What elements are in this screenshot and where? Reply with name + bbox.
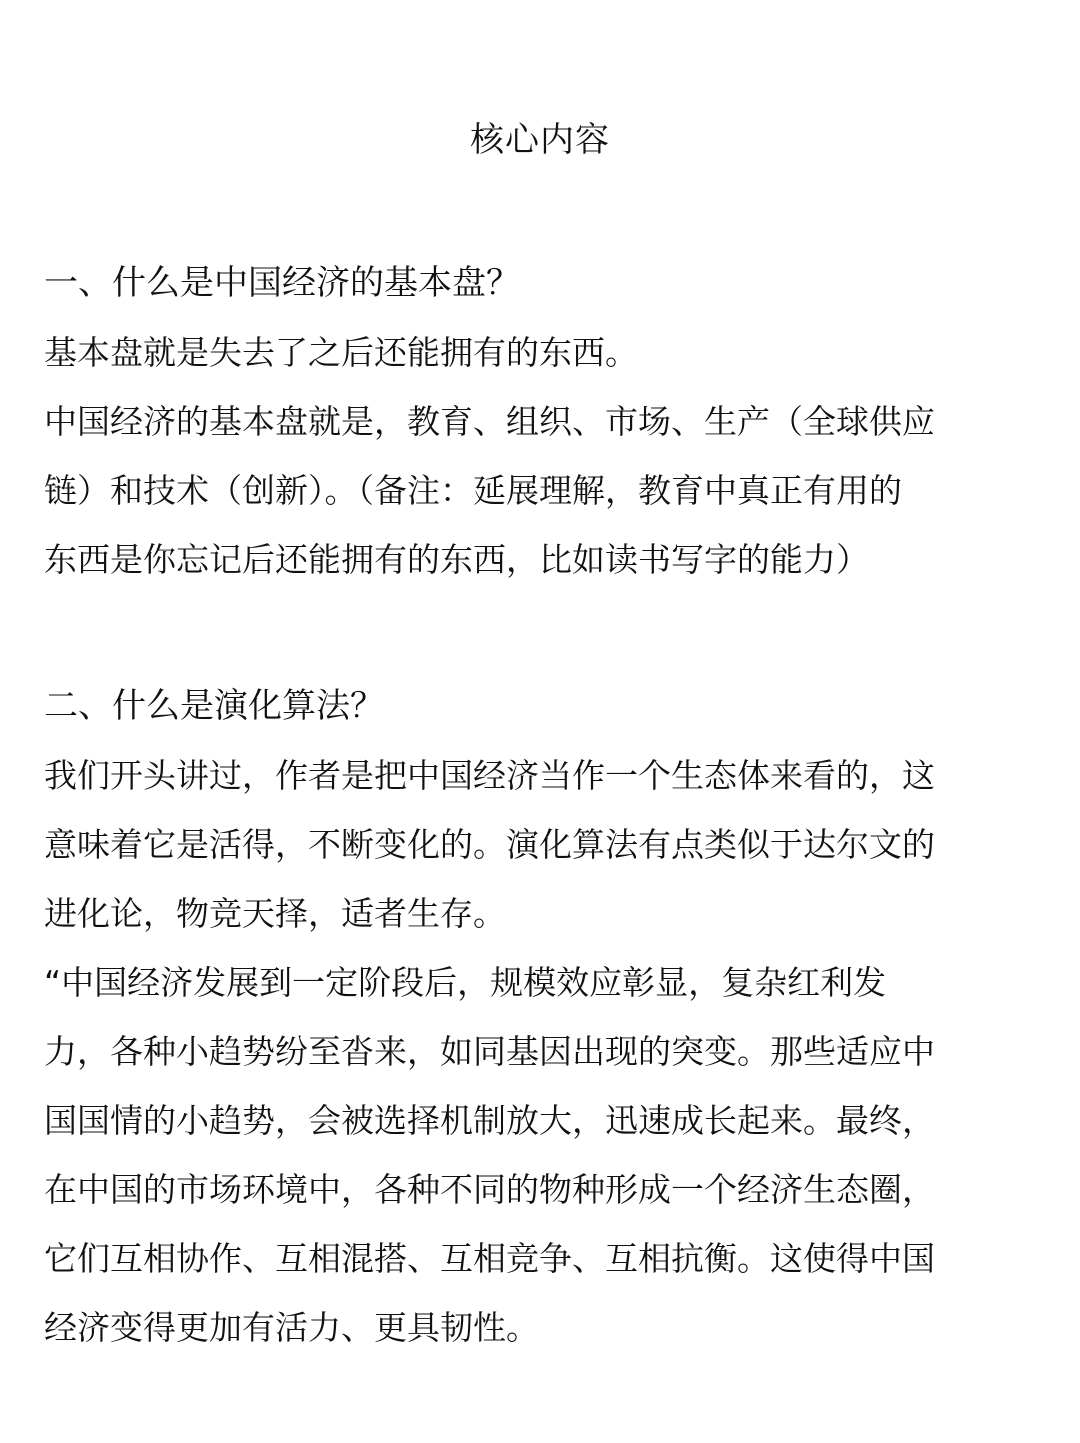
paragraph [44, 387, 1036, 594]
paragraph-line: 国国情的小趋势，会被选择机制放大，迅速成长起来。最终， [44, 1101, 935, 1140]
quote-paragraph [44, 948, 1036, 1362]
paragraph [44, 318, 1036, 387]
paragraph-line: 它们互相协作、互相混搭、互相竞争、互相抗衡。这使得中国 [44, 1239, 935, 1278]
section-heading: 二、什么是演化算法？ [44, 686, 384, 726]
paragraph-line: 链）和技术（创新）。（备注：延展理解，教育中真正有用的 [44, 471, 902, 510]
paragraph-line: “中国经济发展到一定阶段后，规模效应彰显，复杂红利发 [44, 963, 887, 1002]
section-evolution-algorithm [44, 672, 1036, 1362]
section-heading: 一、什么是中国经济的基本盘？ [44, 263, 520, 303]
paragraph [44, 741, 1036, 948]
paragraph-line: 我们开头讲过，作者是把中国经济当作一个生态体来看的，这 [44, 756, 935, 795]
paragraph-line: 中国经济的基本盘就是，教育、组织、市场、生产（全球供应 [44, 402, 935, 441]
paragraph-line: 东西是你忘记后还能拥有的东西，比如读书写字的能力） [44, 540, 869, 579]
paragraph-line: 经济变得更加有活力、更具韧性。 [44, 1308, 539, 1347]
paragraph-line: 在中国的市场环境中，各种不同的物种形成一个经济生态圈， [44, 1170, 935, 1209]
paragraph-line: 进化论，物竞天择，适者生存。 [44, 894, 506, 933]
paragraph-line: 力，各种小趋势纷至沓来，如同基因出现的突变。那些适应中 [44, 1032, 935, 1071]
paragraph-line: 基本盘就是失去了之后还能拥有的东西。 [44, 333, 638, 372]
page-title: 核心内容 [470, 120, 610, 160]
paragraph-line: 意味着它是活得，不断变化的。演化算法有点类似于达尔文的 [44, 825, 935, 864]
section-basic-foundation [44, 249, 1036, 594]
